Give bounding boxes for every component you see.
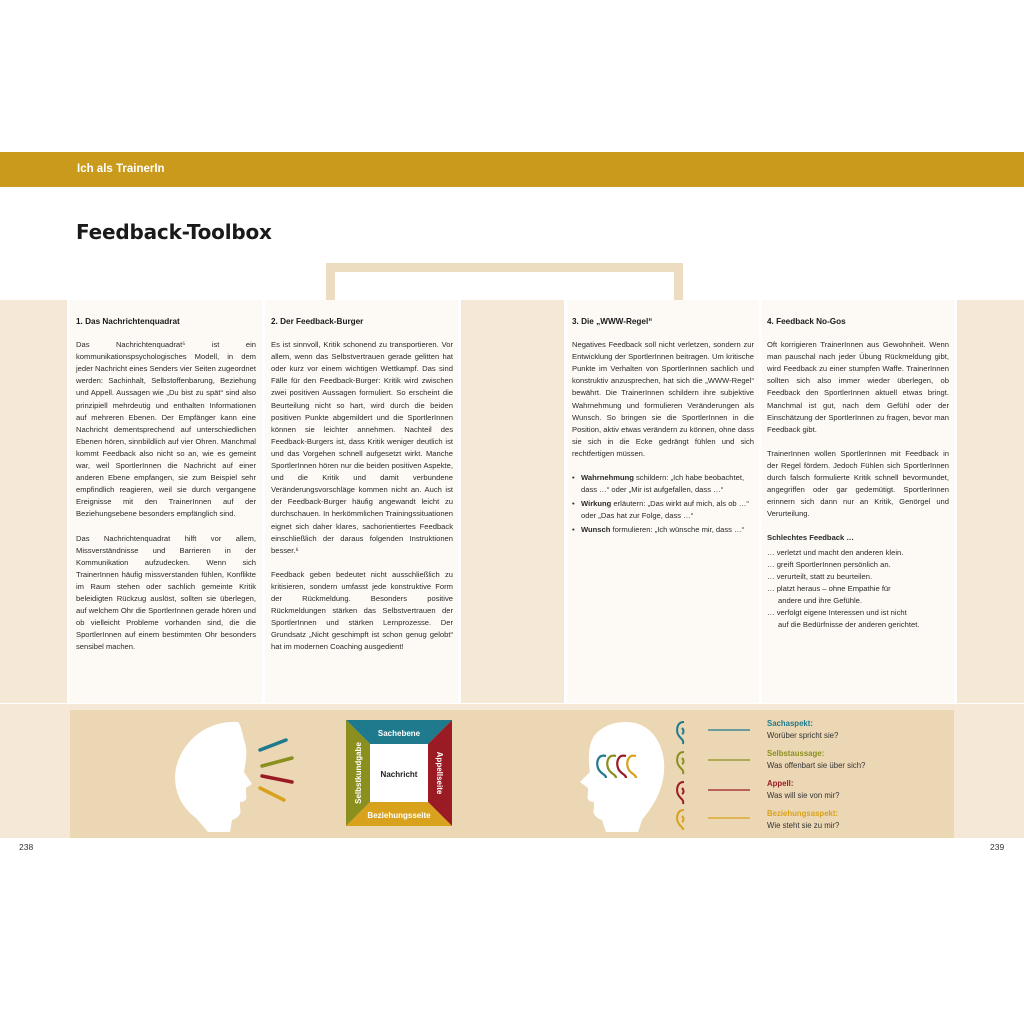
column-heading: 4. Feedback No-Gos bbox=[767, 317, 846, 326]
page-title: Feedback-Toolbox bbox=[76, 220, 272, 244]
paragraph: Feedback geben bedeutet nicht ausschließlich zu kritisieren, sondern umfasst jede konstruktive Form der Rückmeldung. Besonders positive Rückmeldungen stärken das Selbstvertrauen der SportlerInnen und stärken Lernprozesse. Der Grundsatz „Nicht geschimpft ist schon genug gelobt“ hat im modernen Coaching ausgedient! bbox=[271, 569, 453, 652]
list-item-continued: auf die Bedürfnisse der anderen gerichtet. bbox=[778, 620, 920, 630]
section-header-label: Ich als TrainerIn bbox=[77, 163, 165, 175]
paragraph: TrainerInnen wollen SportlerInnen mit Feedback in der Regel fördern. Jedoch Fühlen sich SportlerInnen durch falsch formulierte Kritik schnell bevormundet, angegriffen oder gar gedemütigt. SportlerInnen erinnern sich dann nur an Kritik, Genörgel und Verurteilung. bbox=[767, 448, 949, 519]
column-no-gos bbox=[767, 316, 949, 631]
list-item: … platzt heraus – ohne Empathie für bbox=[767, 583, 891, 593]
list-item-continued: andere und ihre Gefühle. bbox=[778, 595, 863, 605]
square-label-left: Selbstkundgabe bbox=[354, 742, 363, 804]
paragraph: Es ist sinnvoll, Kritik schonend zu transportieren. Vor allem, wenn das Selbstvertrauen gerade gelitten hat oder kurz vor einem wichtigen Wettkampf. Das sind Fälle für den Feedback-Burger: Kritik wird zwischen zwei positiven Aussagen formuliert. So erscheint die Beurteilung nicht so hart, wird durch die beiden positiven Punkte abgemildert und die SportlerInnen können sie leichter annehmen. Nachteil des Feedback-Burgers ist, dass Kritik weniger deutlich ist und das Vorgehen schnell aufgesetzt wirkt. Manche SportlerInnen hören nur die beiden positiven Aspekte, und die Kritik und damit verbundene Veränderungsvorschläge kommen nicht an. Auch ist der Feedback-Burger häufig angewandt leicht zu durchschauen. In herkömmlichen Trainingssituationen eignet sich daher klares, sachorientiertes Feedback einschließlich der daraus folgenden Instruktionen besser.⁶ bbox=[271, 340, 453, 555]
square-label-bottom: Beziehungsseite bbox=[367, 811, 431, 820]
page-number-right: 239 bbox=[990, 842, 1005, 852]
page-number-left: 238 bbox=[19, 842, 34, 852]
ear-icon-appell bbox=[677, 782, 684, 804]
column-feedback-burger bbox=[271, 316, 453, 665]
paragraph: Negatives Feedback soll nicht verletzen, sondern zur Entwicklung der SportlerInnen beitragen. Um kritische Punkte im Verhalten von SportlerInnen sachlich und konstruktiv anzusprechen, hat sich die „WWW-Regel“ bewährt. Die TrainerInnen schildern ihre subjektive Wahrnehmung und formulieren Veränderungen als Wunsch. So bringen sie die SportlerInnen in die Position, aktiv etwas verändern zu können, ohne dass sie sich in die Ecke gedrängt fühlen und sich rechtfertigen müssen. bbox=[572, 340, 754, 458]
paragraph: Oft korrigieren TrainerInnen aus Gewohnheit. Wenn man pauschal nach jeder Übung Rückmeldung gibt, wird Feedback zu einer stumpfen Waffe. TrainerInnen sollten sich also immer wieder überlegen, ob Feedback den SportlerInnen aktuell etwas bringt. Manchmal ist gut, nach dem Gefühl oder der Einschätzung der SportlerInnen zu fragen, bevor man Feedback gibt. bbox=[767, 340, 949, 434]
list-item: … verletzt und macht den anderen klein. bbox=[767, 547, 904, 557]
ears-legend bbox=[672, 718, 762, 830]
column-heading: 3. Die „WWW-Regel“ bbox=[572, 317, 653, 326]
ear-icon-beziehung bbox=[677, 810, 684, 830]
column-heading: 1. Das Nachrichtenquadrat bbox=[76, 317, 180, 326]
ear-icon-selbst bbox=[677, 752, 684, 774]
list-item: … verurteilt, statt zu beurteilen. bbox=[767, 571, 873, 581]
list-item: • Wunsch formulieren: „Ich wünsche mir, dass …“ bbox=[572, 524, 754, 536]
ear-icon-sach bbox=[677, 722, 684, 744]
list-item: • Wirkung erläutern: „Das wirkt auf mich, als ob …“ oder „Das hat zur Folge, dass …“ bbox=[572, 498, 754, 522]
ear-label-sachaspekt: Sachaspekt: Worüber spricht sie? bbox=[767, 719, 839, 740]
column-bg-margin-right bbox=[957, 300, 1024, 703]
column-www-regel bbox=[572, 316, 754, 539]
column-bg-margin-left bbox=[0, 300, 67, 703]
list-item: … greift SportlerInnen persönlich an. bbox=[767, 559, 891, 569]
www-list bbox=[572, 472, 754, 536]
square-label-center: Nachricht bbox=[380, 770, 418, 779]
list-item: … verfolgt eigene Interessen und ist nicht bbox=[767, 607, 907, 617]
decorative-frame bbox=[326, 263, 683, 303]
subheading: Schlechtes Feedback … bbox=[767, 533, 854, 543]
paragraph: Das Nachrichtenquadrat⁵ ist ein kommunikationspsychologisches Modell, in dem jeder Nachricht eines Senders vier Seiten zugeordnet werden: Sachinhalt, Selbstoffenbarung, Beziehung und Appell. Aussagen wie „Du bist zu spät“ sind also prinzipiell mehrdeutig und enthalten Informationen auf mehreren Ebenen. Der Empfänger kann eine Nachricht dementsprechend auf unterschiedlichen Ebenen hören, sinnbildlich auf vier Ohren. Manchmal kommt Feedback also nicht so an, wie es gemeint war, weil SportlerInnen die Nachricht auf einer anderen Ebene empfangen, sie zum Beispiel sehr empfindlich reagieren, weil sie durch vergangene Ereignisse mit den TrainerInnen auf der Beziehungsebene besonders empfänglich sind. bbox=[76, 340, 256, 519]
ear-label-beziehungsaspekt: Beziehungsaspekt: Wie steht sie zu mir? bbox=[767, 809, 840, 830]
list-item: • Wahrnehmung schildern: „Ich habe beobachtet, dass …“ oder „Mir ist aufgefallen, dass …“ bbox=[572, 472, 754, 496]
column-bg-gutter bbox=[461, 300, 564, 703]
ear-label-selbstaussage: Selbstaussage: Was offenbart sie über sich? bbox=[767, 749, 866, 770]
listening-head-icon bbox=[576, 716, 666, 834]
ear-label-appell: Appell: Was will sie von mir? bbox=[767, 779, 840, 800]
speaking-head-icon bbox=[168, 716, 298, 834]
section-header-band bbox=[0, 152, 1024, 187]
paragraph: Das Nachrichtenquadrat hilft vor allem, Missverständnisse und Barrieren in der Kommunikation aufzudecken. Wenn sich TrainerInnen häufig missverstanden fühlen, Konflikte im Raum stehen oder sachlich gemeinte Kritik beleidigten Rückzug auslöst, sollten sie überlegen, auf welchem Ohr die SportlerInnen gerade hören und ob vielleicht Probleme vorhanden sind, die die SportlerInnen auf einem bestimmten Ohr besonders sensibel machen. bbox=[76, 533, 256, 652]
message-square-diagram bbox=[346, 720, 452, 826]
no-go-list bbox=[767, 547, 949, 632]
column-heading: 2. Der Feedback-Burger bbox=[271, 317, 364, 326]
column-nachrichtenquadrat bbox=[76, 316, 256, 665]
square-label-top: Sachebene bbox=[377, 729, 421, 738]
square-label-right: Appellseite bbox=[435, 751, 444, 795]
